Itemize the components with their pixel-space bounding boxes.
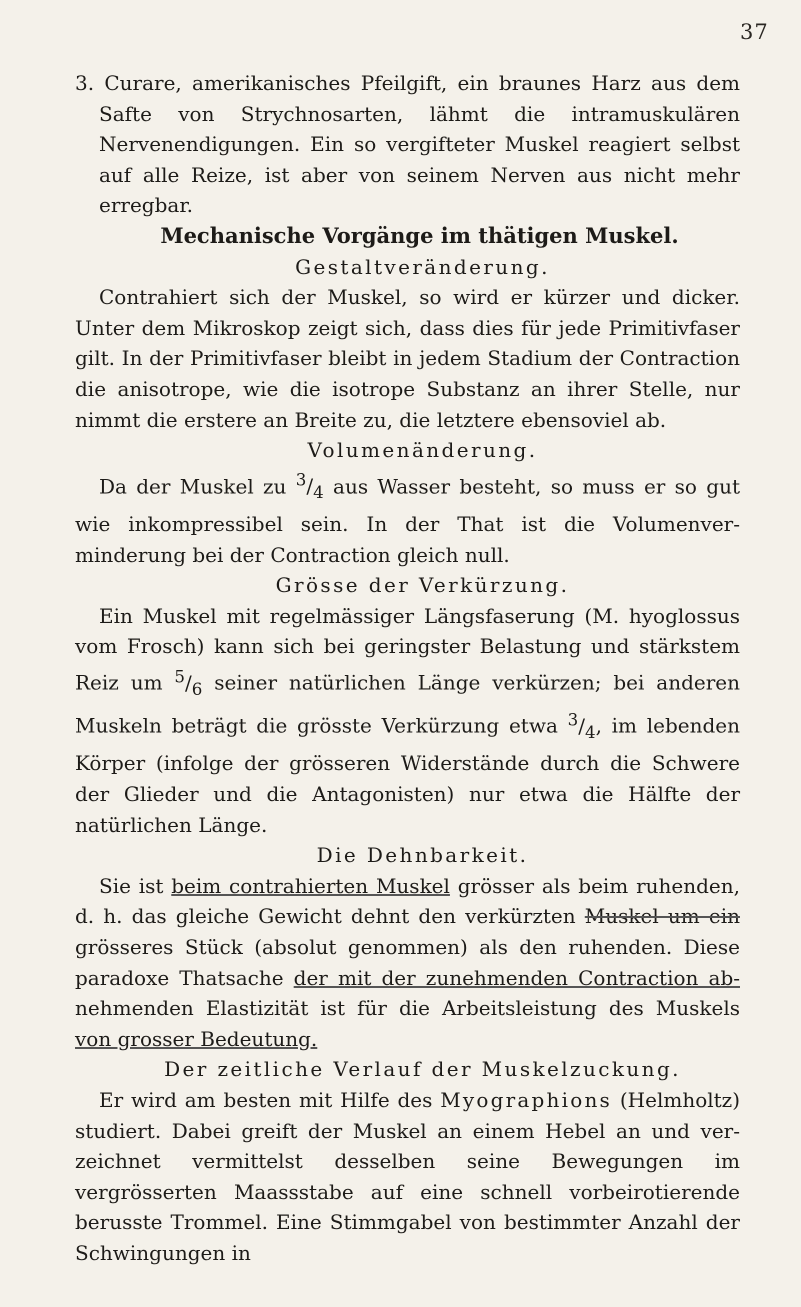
text-segment: d. h. das gleiche Gewicht dehnt den verkürzten — [75, 904, 585, 929]
text-line: Eine Stimmgabel von bestimmter Anzahl der Schwingungen in — [75, 1210, 740, 1265]
fraction-three-quarters: $^3/_4$ — [295, 470, 324, 503]
paragraph-groesse-der-verkuerzung — [75, 601, 740, 840]
page-text — [75, 68, 740, 1269]
text-line: studiert. Dabei greift der Muskel an einem Hebel an und ver- — [75, 1118, 740, 1143]
text-segment: Sie ist — [99, 873, 172, 898]
text-segment: aus Wasser besteht, so muss er so — [323, 474, 697, 499]
text-line: Ein Muskel mit regelmässiger Längsfaserung (M. hyoglossus — [99, 603, 740, 628]
heading-groesse-der-verkuerzung: Grösse der Verkürzung. — [275, 573, 570, 598]
text-line: vom Frosch) kann sich bei geringster Belastung und stärkstem — [75, 634, 740, 659]
spaced-term: Myographions — [440, 1087, 613, 1112]
underlined-phrase: der mit der zunehmenden Contraction ab- — [293, 965, 740, 990]
fraction-denominator: 6 — [191, 679, 203, 699]
text-line: Glieder und die Antagonisten) nur etwa die Hälfte der natürlichen — [75, 782, 741, 837]
paragraph-zeitlicher-verlauf — [75, 1085, 740, 1269]
text-line: dem Safte von Strychnosarten, lähmt die intramuskulären — [99, 71, 741, 126]
text-line: Körper (infolge der grösseren Widerstände durch die Schwere der — [75, 751, 740, 807]
text-line: nicht mehr erregbar. — [99, 162, 740, 218]
paragraph-gestaltveraenderung — [75, 282, 740, 435]
text-segment: grösser als beim ruhenden, — [449, 873, 740, 898]
text-line: nehmenden Elastizität ist für die Arbeitsleistung des Muskels — [75, 996, 740, 1021]
text-line: erstere an Breite zu, die letztere ebensoviel ab. — [184, 407, 667, 432]
text-line: selbst auf alle Reize, ist aber von seinem Nerven aus — [99, 132, 740, 187]
heading-volumenaenderung: Volumenänderung. — [307, 438, 538, 463]
text-line: Nervenendigungen. Ein so vergifteter Muskel reagiert — [99, 132, 671, 157]
underlined-phrase: von grosser Bedeutung. — [75, 1026, 318, 1051]
text-line: minderung bei der Contraction gleich null. — [75, 542, 510, 567]
fraction-denominator: 4 — [584, 722, 596, 742]
fraction-numerator: 3 — [567, 710, 579, 730]
text-line: Länge. — [198, 812, 268, 837]
heading-dehnbarkeit: Die Dehnbarkeit. — [316, 843, 529, 868]
text-segment: Reiz um — [75, 670, 175, 695]
struck-phrase: Muskel um ein — [584, 904, 740, 929]
text-segment: (Helmholtz) — [612, 1087, 741, 1112]
text-segment: seiner natürlichen Länge verkürzen; bei anderen — [202, 670, 740, 695]
page-number: 37 — [740, 20, 769, 44]
heading-gestaltveraenderung: Gestaltveränderung. — [295, 254, 550, 279]
fraction-five-sixths: $^5/_6$ — [174, 666, 203, 699]
fraction-three-quarters: $^3/_4$ — [567, 710, 596, 742]
text-line: gut wie inkompressibel sein. In der That ist die Volumenver- — [75, 474, 741, 536]
text-segment: Er wird am besten mit Hilfe des — [99, 1087, 441, 1112]
text-segment: Muskeln beträgt die grösste Verkürzung etwa — [75, 713, 568, 738]
text-line: anisotrope, wie die isotrope Substanz an ihrer Stelle, nur nimmt die — [75, 376, 740, 432]
text-line: zeichnet vermittelst desselben seine Bewegungen im vergrösserten — [75, 1149, 740, 1204]
text-line: Contrahiert sich der Muskel, so wird er kürzer und dicker. — [99, 285, 740, 310]
text-line: 3. Curare, amerikanisches Pfeilgift, ein braunes Harz aus — [75, 71, 687, 95]
text-line: gilt. In der Primitivfaser bleibt in jedem Stadium der Contraction die — [75, 346, 740, 401]
text-line: grösseres Stück (absolut genommen) als den ruhenden. Diese — [75, 935, 740, 959]
text-segment: Da der Muskel zu — [99, 474, 296, 499]
heading-zeitlicher-verlauf: Der zeitliche Verlauf der Muskelzuckung. — [164, 1057, 681, 1082]
fraction-numerator: 3 — [295, 470, 307, 490]
item-3-curare — [75, 68, 740, 221]
text-segment: paradoxe Thatsache — [75, 965, 294, 990]
fraction-numerator: 5 — [174, 666, 186, 686]
underlined-phrase: beim contrahierten Muskel — [171, 873, 450, 898]
text-line: Maassstabe auf eine schnell vorbeirotierende berusste Trommel. — [75, 1179, 740, 1235]
fraction-denominator: 4 — [313, 483, 324, 503]
text-line: Unter dem Mikroskop zeigt sich, dass dies für jede Primitivfaser — [75, 315, 740, 340]
paragraph-dehnbarkeit — [75, 871, 740, 1055]
section-title: Mechanische Vorgänge im thätigen Muskel. — [160, 222, 679, 248]
paragraph-volumenaenderung — [75, 466, 740, 570]
text-segment: , im lebenden — [595, 713, 740, 738]
